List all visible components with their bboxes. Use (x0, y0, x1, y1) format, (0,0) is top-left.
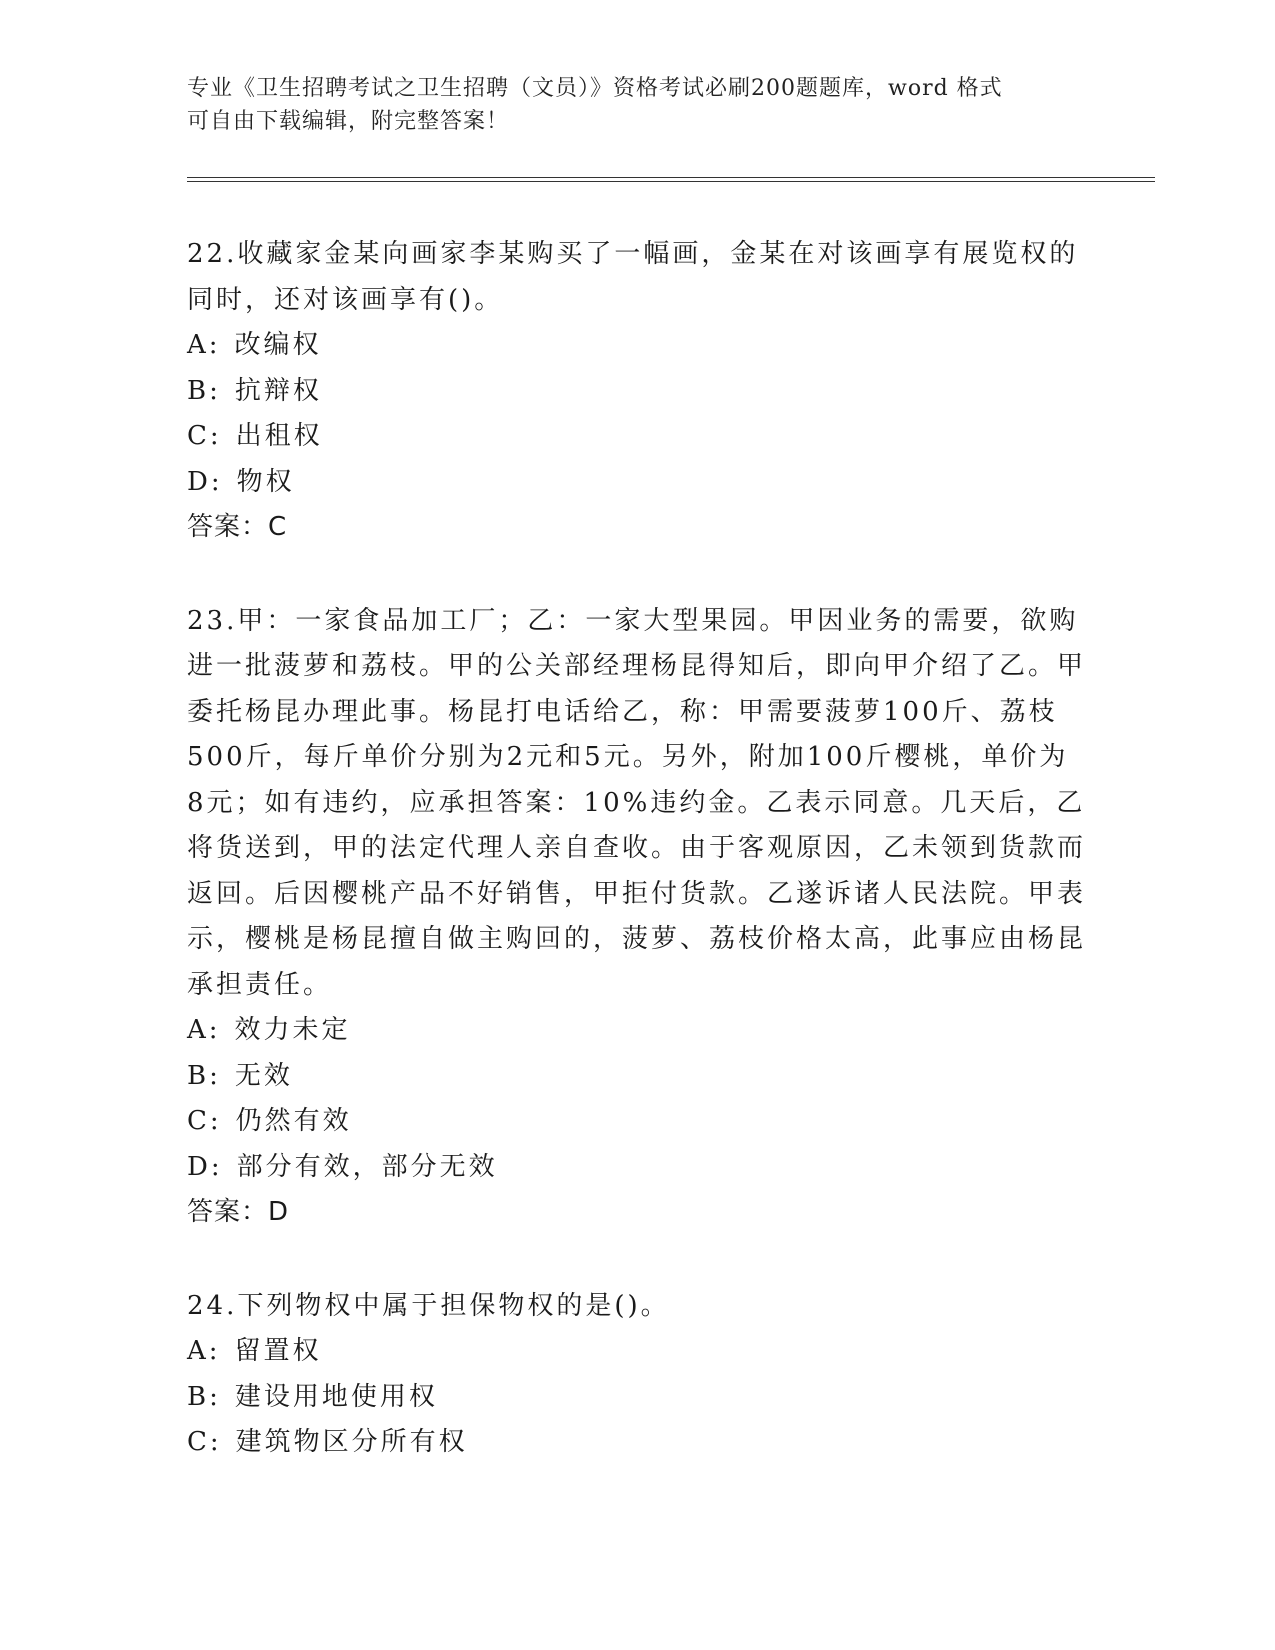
option-d (187, 1145, 1087, 1191)
option-d (187, 460, 1087, 506)
option-key: B: (187, 1060, 221, 1091)
option-text: 留置权 (234, 1336, 322, 1366)
option-b (187, 1054, 1087, 1100)
page-header (187, 72, 1087, 138)
option-c (187, 1420, 1087, 1466)
question-23 (187, 599, 1087, 1236)
question-22 (187, 232, 1087, 551)
option-key: B: (187, 375, 221, 406)
option-text: 出租权 (235, 421, 323, 451)
option-list (187, 1008, 1087, 1190)
option-key: A: (187, 330, 221, 360)
option-c (187, 1099, 1087, 1145)
question-stem: 23.甲：一家食品加工厂；乙：一家大型果园。甲因业务的需要，欲购进一批菠萝和荔枝。甲的公关部经理杨昆得知后，即向甲介绍了乙。甲委托杨昆办理此事。杨昆打电话给乙，称：甲需要菠萝100斤、荔枝500斤，每斤单价分别为2元和5元。另外，附加100斤樱桃，单价为8元；如有违约，应承担答案：10%违约金。乙表示同意。几天后，乙将货送到，甲的法定代理人亲自查收。由于客观原因，乙未领到货款而返回。后因樱桃产品不好销售，甲拒付货款。乙遂诉诸人民法院。甲表示，樱桃是杨昆擅自做主购回的，菠萝、荔枝价格太高，此事应由杨昆承担责任。 (187, 605, 1087, 1000)
option-text: 无效 (234, 1060, 293, 1091)
option-key: C: (187, 1106, 222, 1136)
option-key: A: (187, 1015, 221, 1045)
header-divider (187, 177, 1155, 182)
header-line-1: 专业《卫生招聘考试之卫生招聘（文员）》资格考试必刷200题题库，word 格式 (187, 76, 1003, 101)
option-a (187, 323, 1087, 369)
question-stem: 22.收藏家金某向画家李某购买了一幅画，金某在对该画享有展览权的同时，还对该画享有()。 (187, 239, 1079, 315)
option-a (187, 1008, 1087, 1054)
option-b (187, 1375, 1087, 1421)
option-b (187, 369, 1087, 415)
header-line-2: 可自由下载编辑，附完整答案！ (187, 109, 510, 134)
answer-line: 答案：D (187, 1197, 290, 1227)
option-text: 改编权 (234, 330, 322, 360)
option-c (187, 414, 1087, 460)
option-text: 抗辩权 (234, 375, 322, 406)
option-text: 效力未定 (234, 1015, 351, 1045)
option-text: 建筑物区分所有权 (235, 1427, 468, 1457)
option-key: A: (187, 1336, 221, 1366)
option-key: C: (187, 421, 222, 451)
option-list (187, 1329, 1087, 1466)
option-key: D: (187, 1151, 223, 1182)
option-text: 仍然有效 (235, 1106, 352, 1136)
answer-line: 答案：C (187, 512, 288, 542)
option-key: D: (187, 466, 223, 497)
option-list (187, 323, 1087, 505)
question-stem: 24.下列物权中属于担保物权的是()。 (187, 1290, 670, 1321)
option-key: B: (187, 1381, 221, 1412)
option-a (187, 1329, 1087, 1375)
option-text: 部分有效，部分无效 (236, 1151, 498, 1182)
option-key: C: (187, 1427, 222, 1457)
question-24 (187, 1284, 1087, 1466)
question-list (187, 232, 1087, 1514)
option-text: 物权 (236, 466, 295, 497)
option-text: 建设用地使用权 (234, 1381, 438, 1412)
